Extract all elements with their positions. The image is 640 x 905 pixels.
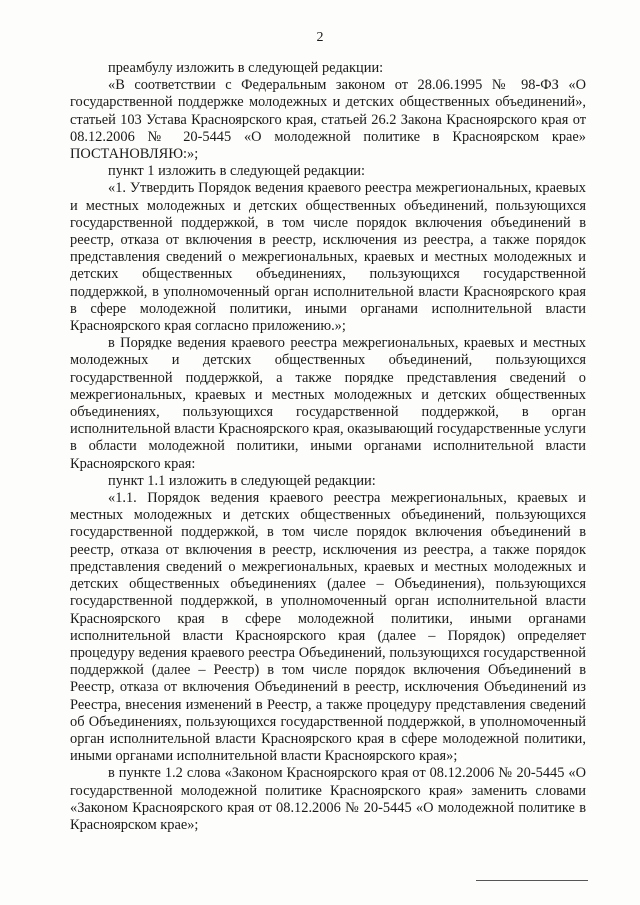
paragraph-procedure-intro: в Порядке ведения краевого реестра межрегиональных, краевых и местных молодежных и детских общественных объединений, пользующихся государственной поддержкой, а также порядке представления сведений о межрегиональных, краевых и местных молодежных и детских общественных объединениях, пользующихся государственной поддержкой, в орган исполнительной власти Красноярского края, оказывающий государственные услуги в области молодежной политики, иными органами исполнительной власти Красноярского края:: [70, 335, 586, 472]
paragraph-item1-2-text: в пункте 1.2 слова «Законом Красноярского края от 08.12.2006 № 20-5445 «О государственной молодежной политике Красноярского края» заменить словами «Законом Красноярского края от 08.12.2006 № 20-5445 «О молодежной политике в Красноярском крае»;: [70, 765, 586, 833]
paragraph-item1-1-text: «1.1. Порядок ведения краевого реестра межрегиональных, краевых и местных молодежных и детских общественных объединений, пользующихся государственной поддержкой, в том числе порядок включения объединений в реестр, отказа от включения в реестр, исключения из реестра, а также порядок представления сведений о межрегиональных, краевых и местных молодежных и детских общественных объединениях (далее – Объединения), пользующихся государственной поддержкой, в уполномоченный орган исполнительной власти Красноярского края в сфере молодежной политики, иными органами исполнительной власти Красноярского края (далее – Порядок) определяет процедуру ведения краевого реестра Объединений, пользующихся государственной поддержкой (далее – Реестр) в том числе порядок включения Объединений в Реестр, отказа от включения Объединений в реестр, исключения Объединений из Реестра, внесения изменений в Реестр, а также процедуру представления сведений об Объединениях, пользующихся государственной поддержкой, в уполномоченный орган исполнительной власти Красноярского края в сфере молодежной политики, иными органами исполнительной власти Красноярского края»;: [70, 490, 586, 765]
paragraph-item1-1-intro: пункт 1.1 изложить в следующей редакции:: [108, 472, 376, 489]
page-number: 2: [316, 30, 324, 45]
paragraph-preamble-intro: преамбулу изложить в следующей редакции:: [108, 60, 384, 76]
footer-rule: [476, 880, 588, 881]
paragraph-item1-intro: пункт 1 изложить в следующей редакции:: [108, 163, 365, 180]
paragraph-preamble-text: «В соответствии с Федеральным законом от 28.06.1995 № 98-ФЗ «О государственной поддержке молодежных и детских общественных объединений», статьей 103 Устава Красноярского края, статьей 26.2 Закона Красноярского края от 08.12.2006 № 20-5445 «О молодежной политике в Красноярском крае» ПОСТАНОВЛЯЮ:»;: [70, 77, 586, 163]
document-body: [70, 60, 586, 834]
paragraph-item1-text: «1. Утвердить Порядок ведения краевого реестра межрегиональных, краевых и местных молодежных и детских общественных объединений, пользующихся государственной поддержкой, в том числе порядок включения объединений в реестр, отказа от включения в реестр, исключения из реестра, а также порядок представления сведений о межрегиональных, краевых и местных молодежных и детских общественных объединениях, пользующихся государственной поддержкой, в уполномоченный орган исполнительной власти Красноярского края в сфере молодежной политики, иными органами исполнительной власти Красноярского края согласно приложению.»;: [70, 180, 586, 335]
